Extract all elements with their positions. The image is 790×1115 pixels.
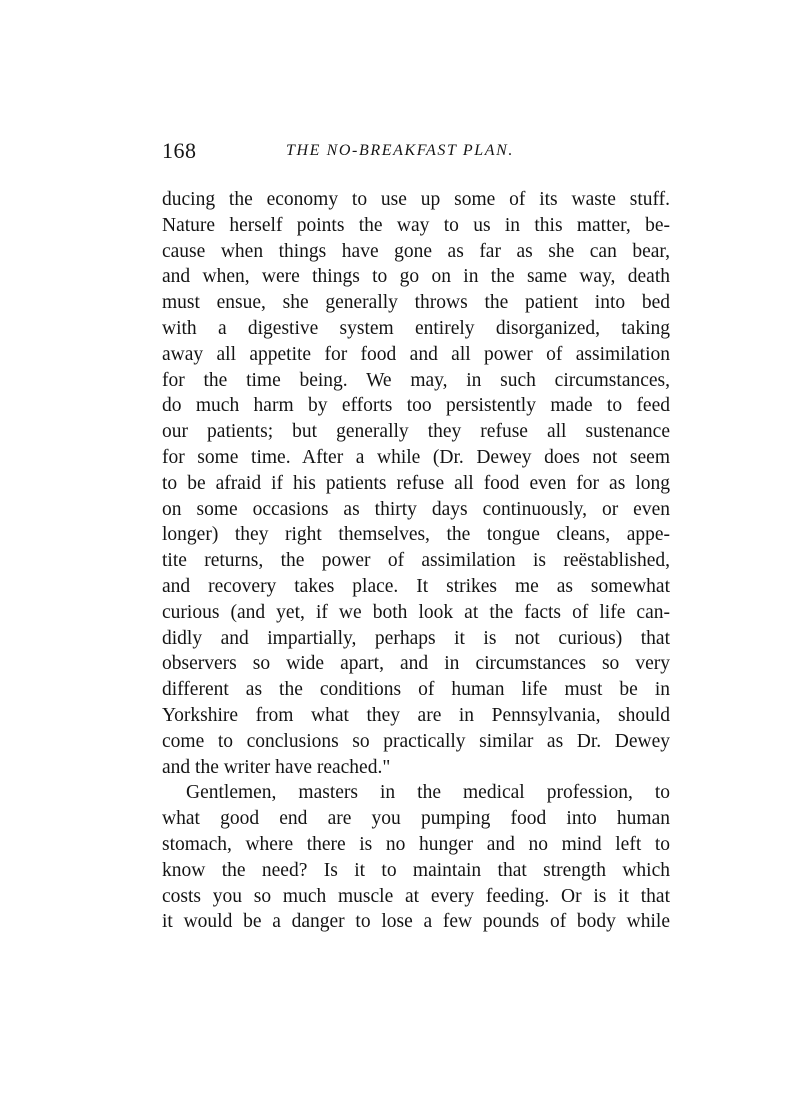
text-line: Yorkshire from what they are in Pennsylvania, should bbox=[162, 704, 670, 726]
paragraph-2 bbox=[162, 780, 670, 935]
running-title: THE NO-BREAKFAST PLAN. bbox=[286, 142, 514, 159]
text-line: our patients; but generally they refuse all sustenance bbox=[162, 421, 670, 443]
text-line: Gentlemen, masters in the medical profession, to bbox=[186, 782, 670, 804]
text-line: curious (and yet, if we both look at the facts of life can- bbox=[162, 601, 670, 623]
text-line: observers so wide apart, and in circumstances so very bbox=[162, 653, 670, 675]
text-line: ducing the economy to use up some of its waste stuff. bbox=[162, 189, 670, 210]
text-line: didly and impartially, perhaps it is not curious) that bbox=[162, 627, 670, 649]
text-line: what good end are you pumping food into human bbox=[162, 808, 670, 830]
text-line: different as the conditions of human life must be in bbox=[162, 679, 670, 701]
text-line: costs you so much muscle at every feeding. Or is it that bbox=[162, 885, 670, 907]
text-line: and when, were things to go on in the same way, death bbox=[162, 266, 670, 288]
text-line: know the need? Is it to maintain that strength which bbox=[162, 859, 670, 881]
text-line: to be afraid if his patients refuse all food even for as long bbox=[162, 472, 670, 494]
paragraph-1 bbox=[162, 187, 670, 780]
body-text bbox=[162, 187, 670, 935]
text-line: do much harm by efforts too persistently made to feed bbox=[162, 395, 670, 417]
text-line: tite returns, the power of assimilation is reëstablished, bbox=[162, 550, 670, 572]
text-line: longer) they right themselves, the tongue cleans, appe- bbox=[162, 524, 670, 546]
text-line: must ensue, she generally throws the patient into bed bbox=[162, 292, 670, 314]
text-line: on some occasions as thirty days continuously, or even bbox=[162, 498, 670, 520]
page-number: 168 bbox=[162, 138, 197, 163]
text-line: Nature herself points the way to us in this matter, be- bbox=[162, 214, 670, 236]
text-line: and the writer have reached." bbox=[162, 756, 391, 778]
text-line: cause when things have gone as far as she can bear, bbox=[162, 240, 670, 262]
text-line: and recovery takes place. It strikes me as somewhat bbox=[162, 575, 670, 597]
text-line: it would be a danger to lose a few pounds of body while bbox=[162, 911, 670, 933]
text-line: away all appetite for food and all power of assimilation bbox=[162, 343, 670, 365]
text-line: for the time being. We may, in such circumstances, bbox=[162, 369, 670, 391]
text-line: stomach, where there is no hunger and no mind left to bbox=[162, 833, 670, 855]
text-line: with a digestive system entirely disorganized, taking bbox=[162, 317, 670, 339]
text-line: for some time. After a while (Dr. Dewey does not seem bbox=[162, 446, 670, 468]
page-header bbox=[162, 138, 672, 168]
text-line: come to conclusions so practically similar as Dr. Dewey bbox=[162, 730, 670, 752]
